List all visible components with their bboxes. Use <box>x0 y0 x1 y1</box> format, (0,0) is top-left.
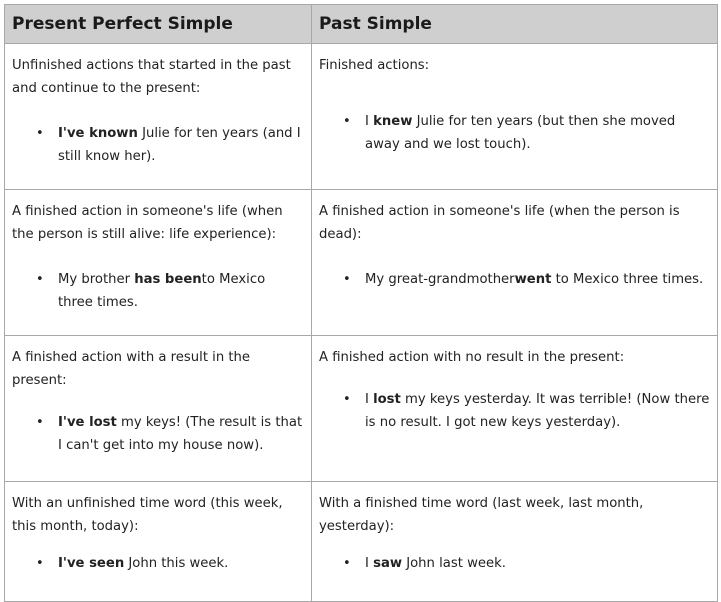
table-row <box>5 336 718 482</box>
present-perfect-cell <box>5 190 312 336</box>
example-text: Julie for ten years (and I still know her). <box>58 126 301 164</box>
header-row <box>5 5 718 44</box>
bullet-icon: • <box>343 114 351 129</box>
example-sentence <box>12 552 304 575</box>
example-text: John this week. <box>124 556 229 571</box>
example-sentence <box>12 268 304 314</box>
usage-description: With an unfinished time word (this week, this month, today): <box>12 496 283 534</box>
bullet-icon: • <box>343 272 351 287</box>
header-present-perfect: Present Perfect Simple <box>5 5 312 44</box>
usage-description: A finished action with a result in the present: <box>12 350 251 388</box>
example-text: to Mexico three times. <box>551 272 704 287</box>
example-text: my keys! (The result is that I can't get into my house now). <box>58 415 303 453</box>
bullet-icon: • <box>36 272 44 287</box>
example-text: my keys yesterday. It was terrible! (Now there is no result. I got new keys yesterday). <box>365 392 710 430</box>
example-verb: I've known <box>58 126 138 141</box>
bullet-icon: • <box>36 415 44 430</box>
example-sentence <box>319 388 710 434</box>
bullet-icon: • <box>36 556 44 571</box>
example-verb: knew <box>373 114 413 129</box>
example-text: John last week. <box>402 556 506 571</box>
example-verb: I've seen <box>58 556 125 571</box>
example-sentence <box>319 268 710 291</box>
example-text: to Mexico three times. <box>58 272 266 310</box>
example-text: My great-grandmother <box>365 272 515 287</box>
past-simple-cell <box>312 44 718 190</box>
present-perfect-cell <box>5 336 312 482</box>
past-simple-cell <box>312 190 718 336</box>
example-verb: has been <box>134 272 202 287</box>
past-simple-cell <box>312 336 718 482</box>
table-row <box>5 190 718 336</box>
usage-description: A finished action with no result in the present: <box>319 350 625 365</box>
example-text: Julie for ten years (but then she moved away and we lost touch). <box>365 114 676 152</box>
example-text: I <box>365 114 374 129</box>
example-sentence <box>12 411 304 457</box>
usage-description: A finished action in someone's life (when the person is still alive: life experience): <box>12 204 283 242</box>
tense-comparison-table <box>4 4 718 602</box>
usage-description: Finished actions: <box>319 58 430 73</box>
table-row <box>5 44 718 190</box>
example-verb: I've lost <box>58 415 117 430</box>
example-verb: went <box>514 272 552 287</box>
usage-description: A finished action in someone's life (when the person is dead): <box>319 204 680 242</box>
bullet-icon: • <box>343 556 351 571</box>
example-sentence <box>319 110 710 156</box>
bullet-icon: • <box>343 392 351 407</box>
example-sentence <box>319 552 710 575</box>
present-perfect-cell <box>5 44 312 190</box>
usage-description: With a finished time word (last week, last month, yesterday): <box>319 496 644 534</box>
example-text: I <box>365 556 374 571</box>
example-verb: saw <box>373 556 403 571</box>
example-verb: lost <box>373 392 401 407</box>
header-past-simple: Past Simple <box>312 5 718 44</box>
example-text: My brother <box>58 272 135 287</box>
usage-description: Unfinished actions that started in the past and continue to the present: <box>12 58 291 96</box>
example-text: I <box>365 392 374 407</box>
example-sentence <box>12 122 304 168</box>
bullet-icon: • <box>36 126 44 141</box>
